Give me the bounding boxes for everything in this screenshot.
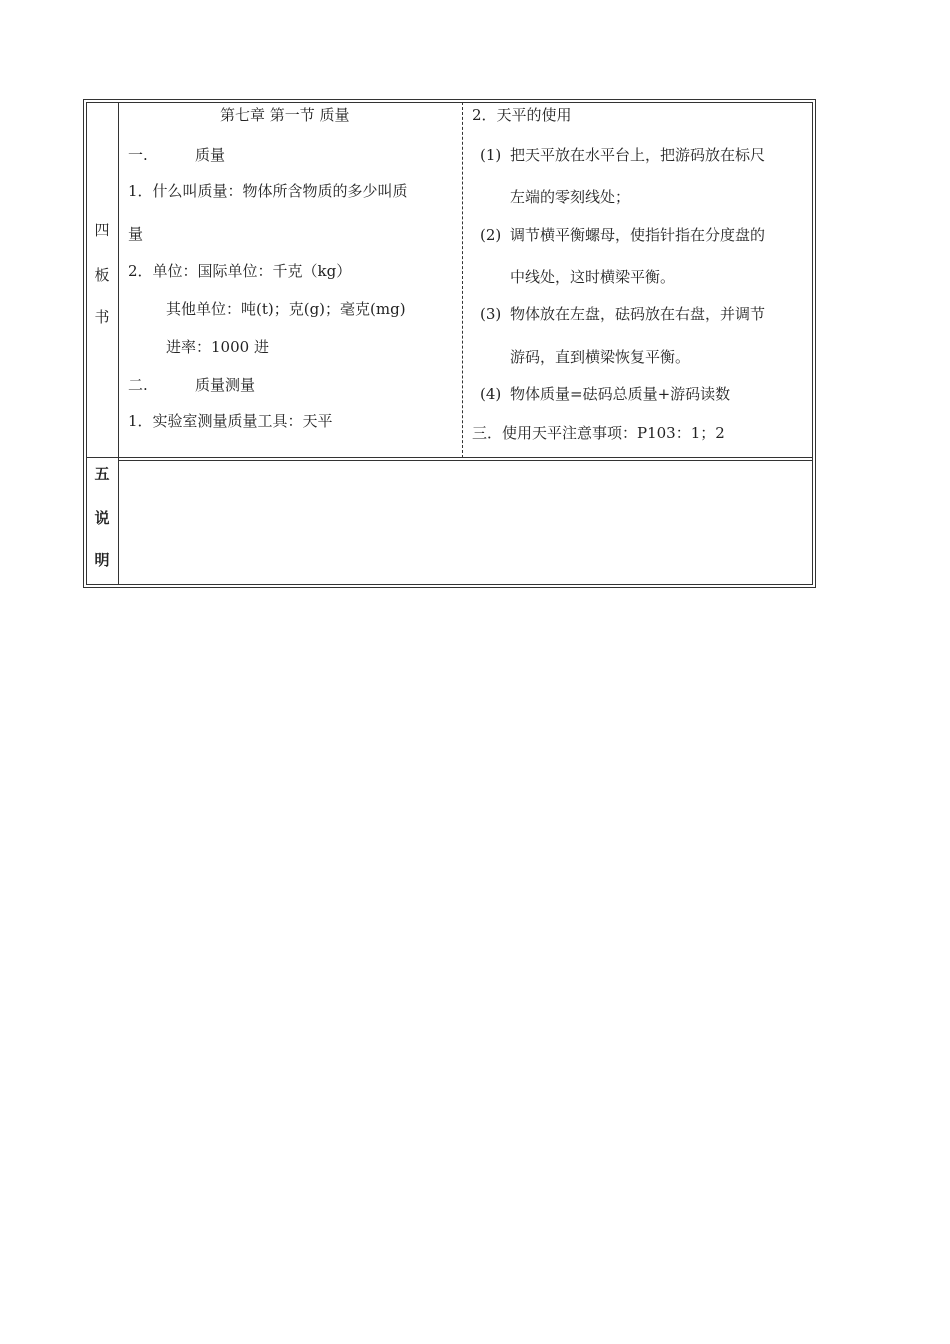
board-label-char-2: 板 bbox=[94, 266, 110, 284]
row-divider-bottom bbox=[118, 460, 813, 461]
balance-usage-heading: 2．天平的使用 bbox=[472, 106, 572, 124]
step-3-line-2: 游码，直到横梁恢复平衡。 bbox=[510, 348, 691, 366]
step-1-line-2: 左端的零刻线处； bbox=[510, 188, 631, 206]
step-1-line-1: 把天平放在水平台上，把游码放在标尺 bbox=[510, 146, 766, 164]
section-2-number: 二. bbox=[128, 376, 148, 394]
chapter-title: 第七章 第一节 质量 bbox=[220, 106, 350, 124]
label-column-divider bbox=[118, 102, 119, 585]
step-4-line-1: 物体质量=砝码总质量+游码读数 bbox=[510, 385, 731, 403]
row-divider-top bbox=[86, 457, 813, 458]
section-2-title: 质量测量 bbox=[195, 376, 256, 394]
step-1-number: (1) bbox=[480, 146, 502, 164]
notes-label-char-3: 明 bbox=[94, 551, 110, 569]
notes-label-char-1: 五 bbox=[94, 465, 110, 483]
definition-line-2: 量 bbox=[128, 225, 144, 243]
board-label-char-1: 四 bbox=[94, 221, 110, 239]
conversion-line: 进率：1000 进 bbox=[166, 338, 269, 356]
section-1-title: 质量 bbox=[195, 146, 226, 164]
unit-line: 2．单位：国际单位：千克（kg） bbox=[128, 262, 352, 280]
step-3-number: (3) bbox=[480, 305, 502, 323]
tool-line: 1．实验室测量质量工具：天平 bbox=[128, 412, 333, 430]
definition-line-1: 1．什么叫质量：物体所含物质的多少叫质 bbox=[128, 182, 408, 200]
step-2-line-2: 中线处，这时横梁平衡。 bbox=[510, 268, 676, 286]
step-4-number: (4) bbox=[480, 385, 502, 403]
step-3-line-1: 物体放在左盘，砝码放在右盘，并调节 bbox=[510, 305, 766, 323]
section-3-notes: 三．使用天平注意事项：P103：1；2 bbox=[472, 424, 725, 442]
step-2-line-1: 调节横平衡螺母，使指针指在分度盘的 bbox=[510, 226, 766, 244]
notes-label-char-2: 说 bbox=[94, 509, 110, 527]
board-dashed-divider bbox=[462, 102, 463, 458]
board-label-char-3: 书 bbox=[94, 308, 110, 326]
other-units-line: 其他单位：吨(t)；克(g)；毫克(mg) bbox=[166, 300, 406, 318]
section-1-number: 一. bbox=[128, 146, 148, 164]
step-2-number: (2) bbox=[480, 226, 502, 244]
